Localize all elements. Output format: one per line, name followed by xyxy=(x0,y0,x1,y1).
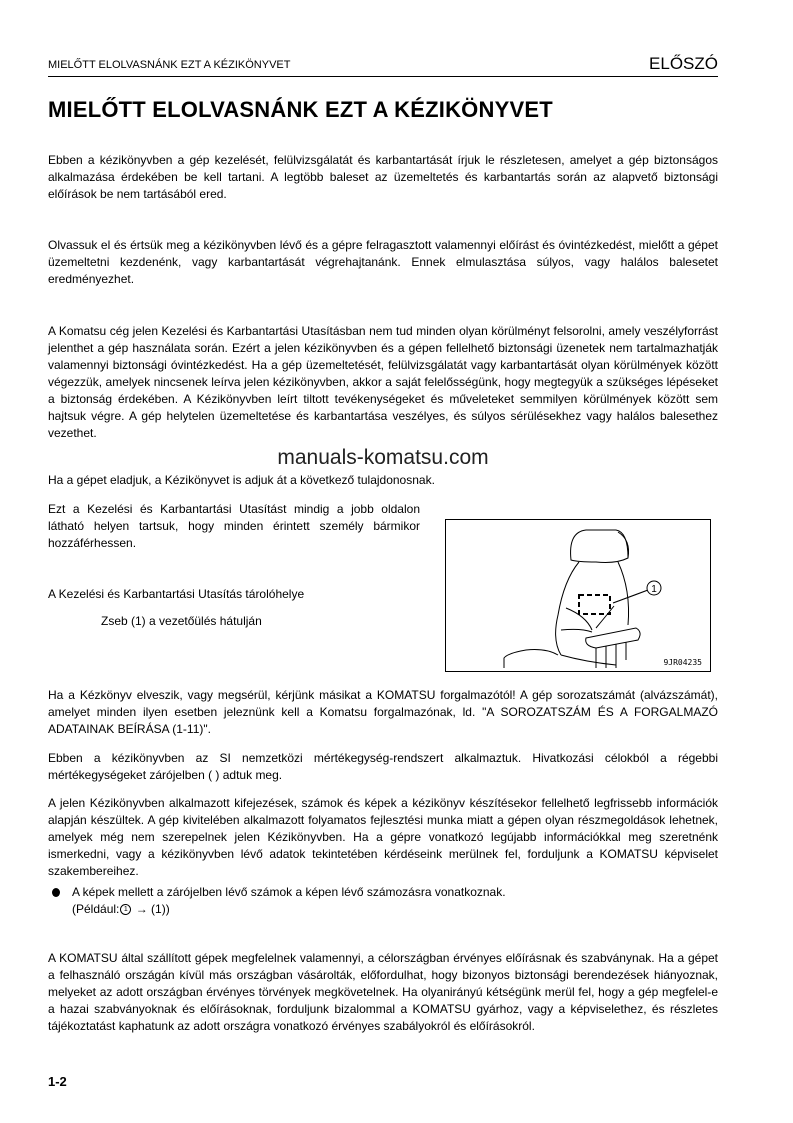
bullet-icon xyxy=(52,888,60,897)
paragraph-intro: Ebben a kézikönyvben a gép kezelését, felülvizsgálatát és karbantartását írjuk le részletesen, amelyet a gép biztonságos alkalmazása érdekében be kell tartani. A legtöbb baleset az üzemeltetés és karbantartás során az alapvető biztonsági előírások be nem tartásából ered. xyxy=(48,153,718,201)
paragraph-compliance: A KOMATSU által szállított gépek megfelelnek valamennyi, a célországban érvényes előírásnak és szabványnak. Ha a gépet a felhasználó országán kívül más országban vásárolták, előfordulhat, hogy bizonyos biztonsági berendezések hiányoznak, melyeket az adott országban érvényes törvények megkövetelnek. Ha olyanirányú kétségünk merül fel, hogy a gép megfelel-e a hazai szabványoknak és előírásoknak, forduljunk bizalommal a KOMATSU gyárhoz, vagy a képviselethez, és részletes tájékoztatást kaphatunk az adott országra vonatkozó érvényes szabályokról és előírásokról. xyxy=(48,951,718,1033)
page-number: 1-2 xyxy=(48,1074,67,1089)
seat-figure xyxy=(445,519,711,672)
section-label: ELŐSZÓ xyxy=(649,54,718,73)
operator-seat-illustration xyxy=(446,520,710,671)
pocket-marker xyxy=(579,595,610,614)
paragraph-komatsu-liability: A Komatsu cég jelen Kezelési és Karbantartási Utasításban nem tud minden olyan körülményt felsorolni, amely veszélyforrást jelenthet a gép használata során. Ezért a jelen kézikönyvben és a gépen fellelhető biztonsági üzenetek nem tartalmazhatják valamennyi biztonsági óvintézkedést. Ha a gép üzemeltetését, felülvizsgálatát vagy karbantartását olyan körülmények között végezzük, amelyek nincsenek leírva jelen kézikönyvben, akkor a saját felelősségünk, hogy megtegyük a szükséges lépéseket a biztonság érdekében. A Kézikönyvben leírt tiltott tevékenységeket és műveleteket semmilyen körülmények között sem hajtsuk végre. A gép helytelen üzemeltetése és karbantartása veszélyes, és súlyos sérülésekhez vagy halálos balesethez vezethet. xyxy=(48,324,718,440)
callout-leader xyxy=(613,590,648,603)
paragraph-storage: Ezt a Kezelési és Karbantartási Utasítást mindig a jobb oldalon látható helyen tartsuk, hogy minden érintett személy bármikor hozzáférhessen. xyxy=(48,502,420,550)
watermark: manuals-komatsu.com xyxy=(277,446,489,469)
paragraph-lost-manual: Ha a Kézkönyv elveszik, vagy megsérül, kérjünk másikat a KOMATSU forgalmazótól! A gép sorozatszámát (alvázszámát), amelyet minden ilyen esetben jeleznünk kell a Komatsu forgalmazónak, ld. "A SOROZATSZÁM ÉS A FORGALMAZÓ ADATAINAK BEÍRÁSA (1-11)". xyxy=(48,688,718,736)
storage-location-label: A Kezelési és Karbantartási Utasítás tárolóhelye xyxy=(48,587,305,601)
page-title: MIELŐTT ELOLVASNÁNK EZT A KÉZIKÖNYVET xyxy=(48,97,553,122)
example-suffix: → (1)) xyxy=(132,902,170,916)
page-body xyxy=(48,152,718,1035)
example-prefix: (Például: xyxy=(72,902,120,916)
storage-location-value: Zseb (1) a vezetőülés hátulján xyxy=(101,614,262,628)
bullet-line-1: A képek mellett a zárójelben lévő számok a képen lévő számozásra vonatkoznak. xyxy=(72,885,506,899)
paragraph-resale: Ha a gépet eladjuk, a Kézikönyvet is adjuk át a következő tulajdonosnak. xyxy=(48,473,435,487)
header-divider xyxy=(48,76,718,77)
running-header-title: MIELŐTT ELOLVASNÁNK EZT A KÉZIKÖNYVET xyxy=(48,59,291,71)
paragraph-read-instructions: Olvassuk el és értsük meg a kézikönyvben lévő és a gépre felragasztott valamennyi előírást és óvintézkedést, mielőtt a gépet üzemeltetni kezdenénk, vagy karbantartását végrehajtanánk. Ennek elmulasztása súlyos, vagy halálos balesetet eredményezhet. xyxy=(48,238,718,286)
storage-section xyxy=(48,501,718,672)
paragraph-si-units: Ebben a kézikönyvben az SI nemzetközi mértékegység-rendszert alkalmaztuk. Hivatkozási célokból a régebbi mértékegységeket zárójelben ( ) adtuk meg. xyxy=(48,751,718,782)
figure-code: 9JR04235 xyxy=(663,658,702,667)
callout-number: 1 xyxy=(651,584,657,595)
circled-number-icon: 1 xyxy=(120,904,131,915)
bullet-line-2 xyxy=(72,901,718,918)
paragraph-latest-info: A jelen Kézikönyvben alkalmazott kifejezések, számok és képek a kézikönyv készítésekor fellelhető legfrissebb információk alapján készültek. A gép kivitelében alkalmazott folyamatos fejlesztési munka miatt a gépen olyan részmegoldások lehetnek, amelyek még nem szerepelnek jelen Kézikönyvben. Ha a gépre vonatkozó legújabb információkkal meg szeretnénk ismerkedni, vagy a kézikönyvben lévő adatok tekintetében kérdéseink merülnek fel, forduljunk a KOMATSU képviselet szakembereihez. xyxy=(48,796,718,878)
bullet-note xyxy=(48,884,718,918)
